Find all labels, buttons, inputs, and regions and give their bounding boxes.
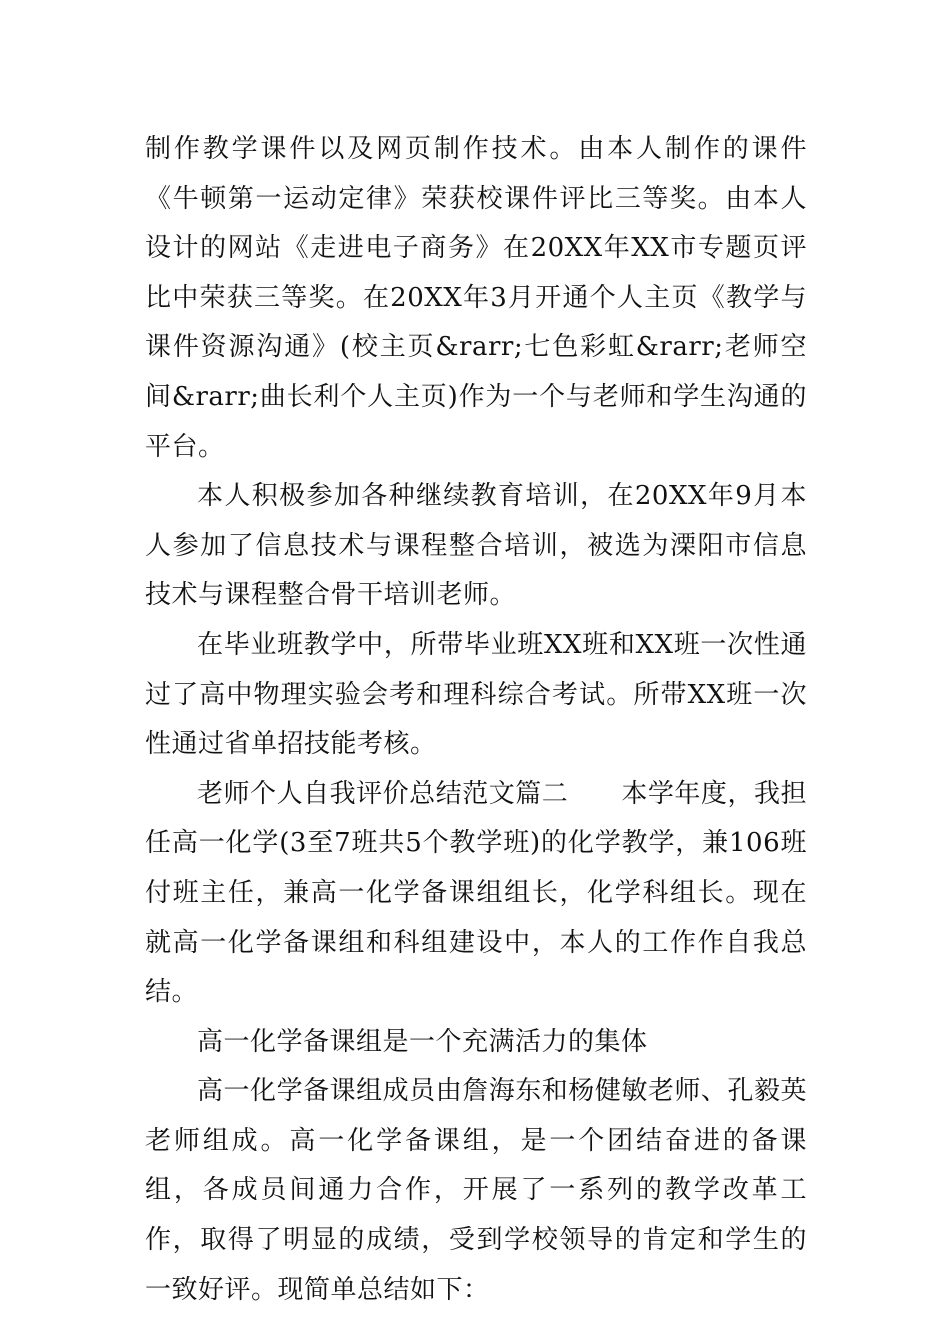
- paragraph-part-two-intro: 老师个人自我评价总结范文篇二 本学年度，我担任高一化学(3至7班共5个教学班)的化学教学，兼106班付班主任，兼高一化学备课组组长，化学科组长。现在就高一化学备课组和科组建设中，本人的工作作自我总结。: [145, 778, 807, 1008]
- document-body: [145, 125, 807, 1315]
- paragraph-section-heading: 高一化学备课组是一个充满活力的集体: [197, 1026, 648, 1057]
- paragraph-training: 本人积极参加各种继续教育培训，在20XX年9月本人参加了信息技术与课程整合培训，被选为溧阳市信息技术与课程整合骨干培训老师。: [145, 481, 807, 611]
- paragraph-group-members: 高一化学备课组成员由詹海东和杨健敏老师、孔毅英老师组成。高一化学备课组，是一个团结奋进的备课组，各成员间通力合作，开展了一系列的教学改革工作，取得了明显的成绩，受到学校领导的肯定和学生的一致好评。现简单总结如下：: [145, 1076, 807, 1305]
- paragraph-graduating-class: 在毕业班教学中，所带毕业班XX班和XX班一次性通过了高中物理实验会考和理科综合考试。所带XX班一次性通过省单招技能考核。: [145, 629, 807, 760]
- paragraph-courseware-awards: 制作教学课件以及网页制作技术。由本人制作的课件《牛顿第一运动定律》荣获校课件评比三等奖。由本人设计的网站《走进电子商务》在20XX年XX市专题页评比中荣获三等奖。在20XX年3月开通个人主页《教学与课件资源沟通》(校主页&rarr;七色彩虹&rarr;老师空间&rarr;曲长利个人主页)作为一个与老师和学生沟通的平台。: [145, 134, 807, 462]
